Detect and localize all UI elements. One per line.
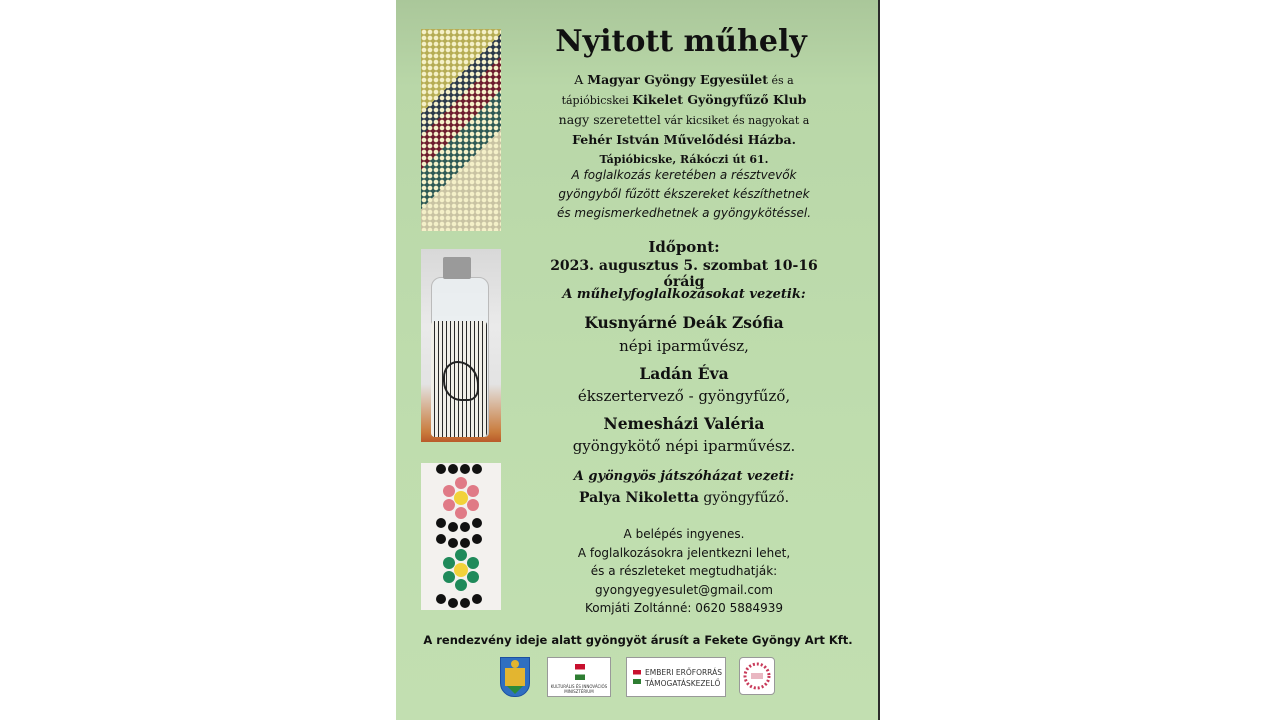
flag-shield-icon (633, 670, 641, 684)
leader-role: népi iparművész, (619, 337, 749, 355)
emet-logo (626, 657, 726, 697)
date-label: Időpont: (648, 238, 720, 256)
poster-title: Nyitott műhely (555, 24, 807, 59)
leader-name: Ladán Éva (639, 364, 729, 383)
date-value: 2023. augusztus 5. szombat 10-16 óráig (550, 258, 818, 290)
description (516, 166, 852, 223)
intro-line-1: A Magyar Gyöngy Egyesület és a (574, 72, 794, 87)
info-line: és a részleteket megtudhatják: (590, 564, 778, 578)
pearl-association-logo (739, 657, 775, 695)
venue-name: Fehér István Művelődési Házba. (572, 132, 796, 147)
description-line: és megismerkedhetnek a gyöngykötéssel. (556, 206, 812, 220)
coat-of-arms-icon (501, 658, 529, 696)
footer-note: A rendezvény ideje alatt gyöngyöt árusít a Fekete Gyöngy Art Kft. (423, 633, 853, 647)
ministry-logo-text: KULTURÁLIS ÉS INNOVÁCIÓS MINISZTÉRIUM (550, 684, 608, 694)
emet-logo-text: TÁMOGATÁSKEZELŐ (645, 679, 721, 688)
ministry-logo (547, 657, 611, 697)
email: gyongyegyesulet@gmail.com (595, 582, 773, 597)
leader-name: Nemesházi Valéria (603, 414, 765, 433)
info-line: A belépés ingyenes. (623, 527, 745, 541)
leader-role: gyöngykötő népi iparművész. (572, 437, 796, 455)
playhouse-leader: Palya Nikoletta gyöngyfűző. (578, 490, 790, 506)
intro-line-3: nagy szeretettel vár kicsiket és nagyokat a (558, 112, 810, 127)
beaded-flower-bracelet-photo (421, 463, 501, 610)
workshop-leaders-heading: A műhelyfoglalkozásokat vezetik: (562, 287, 806, 302)
bead-wreath-icon (740, 658, 774, 694)
intro-line-2: tápióbicskei Kikelet Gyöngyfűző Klub (561, 92, 807, 107)
flag-shield-icon (575, 664, 585, 680)
info-line: A foglalkozásokra jelentkezni lehet, (577, 545, 791, 560)
registration-info (534, 525, 834, 618)
bottle-cap (443, 257, 471, 279)
bead-pattern (421, 463, 501, 610)
intro-text (534, 70, 834, 169)
venue-address: Tápióbicske, Rákóczi út 61. (599, 153, 769, 166)
description-line: A foglalkozás keretében a résztvevők (571, 168, 797, 182)
beadwork-photo (421, 29, 501, 231)
beaded-bottle-photo (421, 249, 501, 442)
playhouse-heading: A gyöngyös játszóházat vezeti: (573, 469, 795, 484)
leader-role: ékszertervező - gyöngyfűző, (577, 387, 791, 405)
description-line: gyöngyből fűzött ékszereket készíthetnek (558, 187, 810, 201)
phone: Komjáti Zoltánné: 0620 5884939 (584, 601, 784, 615)
emet-logo-text: EMBERI ERŐFORRÁS (645, 668, 722, 677)
leader-name: Kusnyárné Deák Zsófia (584, 313, 784, 332)
coat-of-arms-logo (500, 657, 530, 697)
event-poster (396, 0, 880, 720)
